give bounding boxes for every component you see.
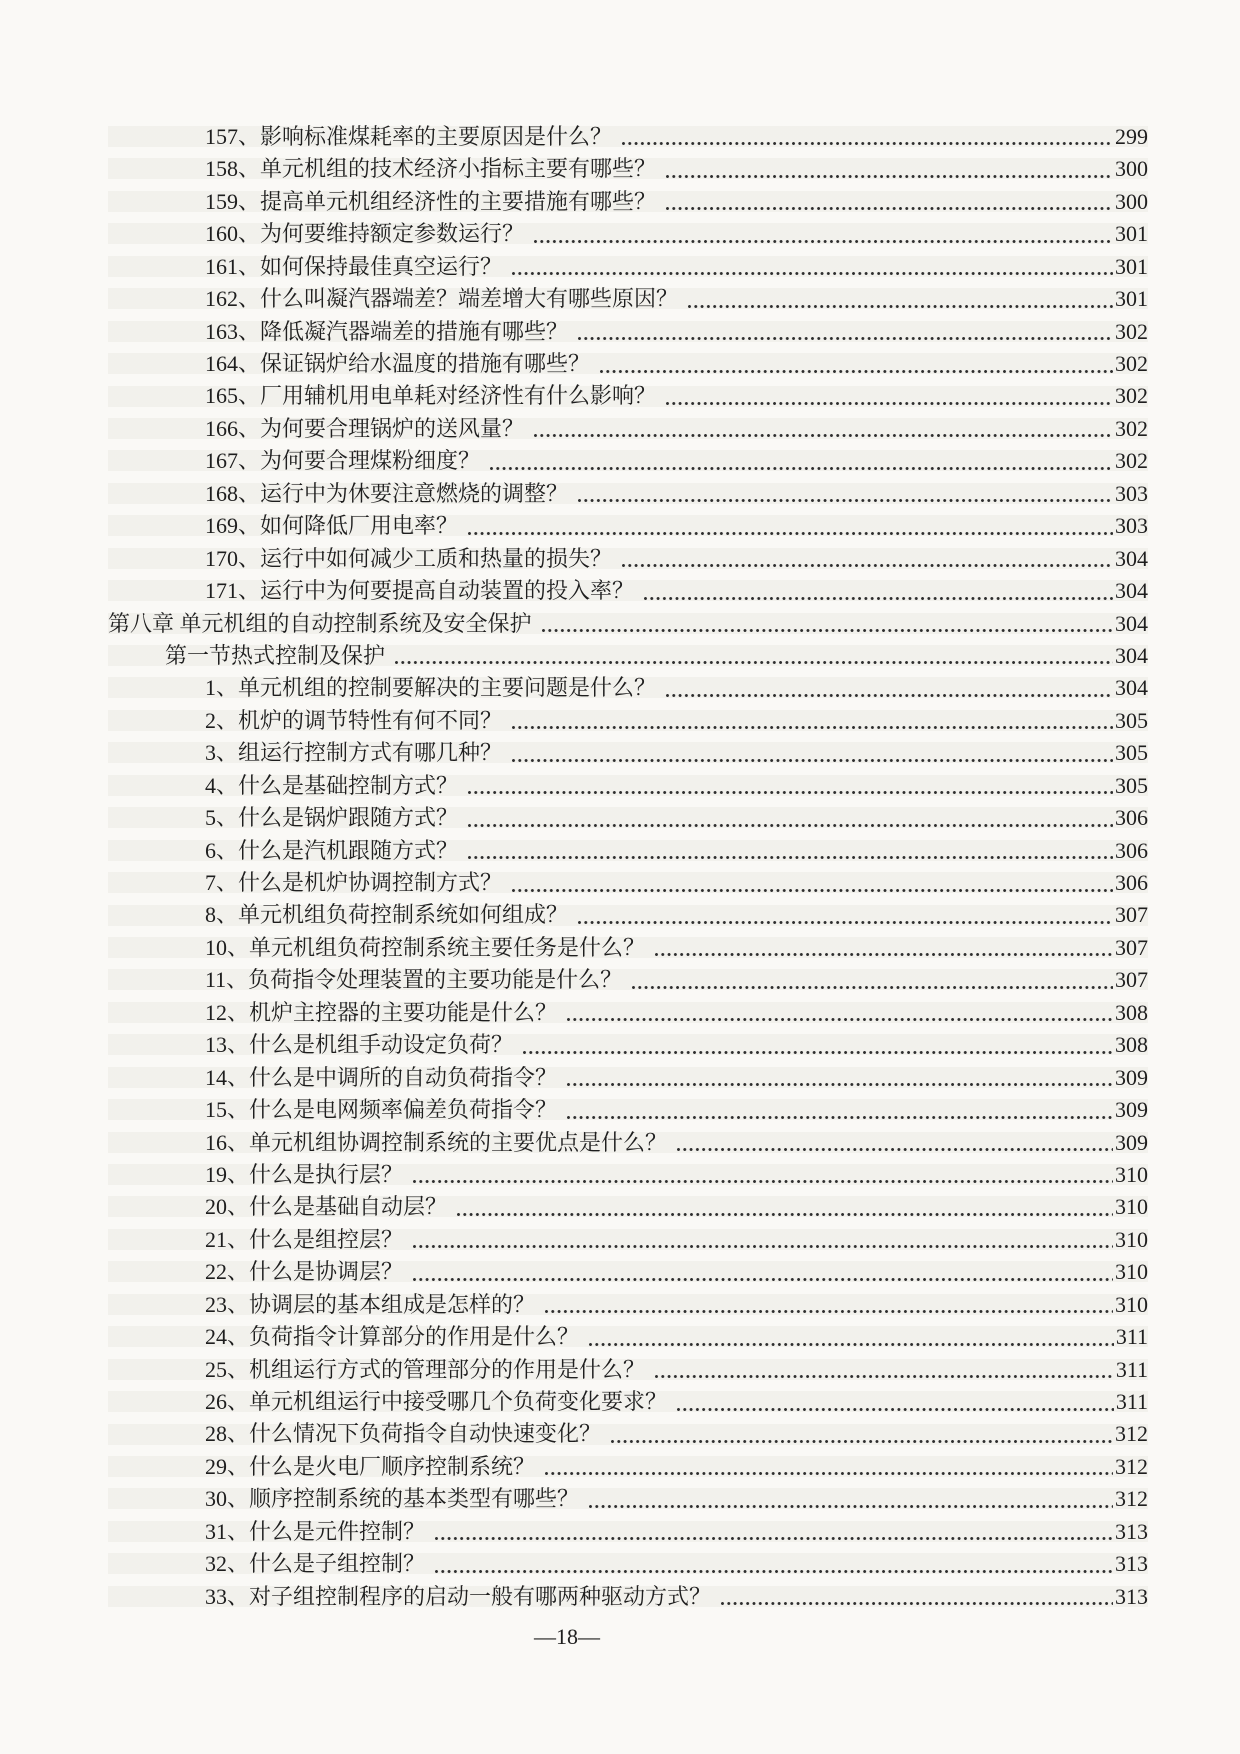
toc-entry-page: 309 — [1115, 1129, 1148, 1155]
toc-entry — [108, 932, 1148, 964]
dot-leader — [677, 1386, 1114, 1418]
toc-entry-text: 159、提高单元机组经济性的主要措施有哪些？ — [205, 188, 657, 214]
dot-leader — [435, 1548, 1113, 1580]
dot-leader — [545, 1289, 1113, 1321]
toc-entry-text: 6、什么是汽机跟随方式？ — [205, 837, 459, 863]
dot-leader — [413, 1159, 1113, 1191]
dot-leader — [567, 1062, 1113, 1094]
toc-entry — [108, 1581, 1148, 1613]
toc-entry-page: 300 — [1115, 188, 1148, 214]
dot-leader — [578, 478, 1113, 510]
toc-list — [108, 121, 1148, 1613]
dot-leader — [567, 1094, 1113, 1126]
toc-entry-text: 157、影响标准煤耗率的主要原因是什么？ — [205, 123, 613, 149]
toc-entry — [108, 186, 1148, 218]
toc-entry-text: 33、对子组控制程序的启动一般有哪两种驱动方式？ — [205, 1583, 712, 1609]
toc-entry-text: 164、保证锅炉给水温度的措施有哪些？ — [205, 351, 591, 377]
toc-entry-text: 20、什么是基础自动层？ — [205, 1194, 448, 1220]
toc-entry-text: 32、什么是子组控制？ — [205, 1551, 426, 1577]
dot-leader — [468, 770, 1113, 802]
toc-entry-page: 308 — [1115, 999, 1148, 1025]
toc-entry-page: 313 — [1115, 1551, 1148, 1577]
toc-entry-text: 21、什么是组控层？ — [205, 1226, 404, 1252]
toc-entry-text: 2、机炉的调节特性有何不同？ — [205, 707, 503, 733]
toc-entry-page: 312 — [1115, 1453, 1148, 1479]
toc-entry — [108, 445, 1148, 477]
dot-leader — [622, 543, 1113, 575]
toc-entry — [108, 705, 1148, 737]
toc-entry-text: 11、负荷指令处理装置的主要功能是什么？ — [205, 967, 623, 993]
toc-entry-text: 16、单元机组协调控制系统的主要优点是什么？ — [205, 1129, 668, 1155]
toc-entry — [108, 1483, 1148, 1515]
toc-entry — [108, 218, 1148, 250]
toc-entry — [108, 1062, 1148, 1094]
toc-entry — [108, 1224, 1148, 1256]
toc-entry-text: 12、机炉主控器的主要功能是什么？ — [205, 999, 558, 1025]
dot-leader — [622, 121, 1113, 153]
toc-entry — [108, 1159, 1148, 1191]
dot-leader — [578, 900, 1113, 932]
toc-entry-page: 303 — [1115, 480, 1148, 506]
dot-leader — [457, 1191, 1113, 1223]
toc-entry — [108, 737, 1148, 769]
toc-entry — [108, 283, 1148, 315]
toc-entry — [108, 1419, 1148, 1451]
toc-entry-page: 302 — [1115, 383, 1148, 409]
toc-entry-text: 162、什么叫凝汽器端差？端差增大有哪些原因？ — [205, 286, 679, 312]
toc-entry — [108, 835, 1148, 867]
dot-leader — [655, 1354, 1114, 1386]
toc-entry-text: 166、为何要合理锅炉的送风量？ — [205, 415, 525, 441]
dot-leader — [542, 608, 1113, 640]
toc-entry-page: 304 — [1115, 642, 1148, 668]
toc-entry-page: 306 — [1115, 870, 1148, 896]
toc-entry-page: 303 — [1115, 513, 1148, 539]
dot-leader — [490, 445, 1113, 477]
dot-leader — [589, 1321, 1114, 1353]
toc-entry-page: 307 — [1115, 902, 1148, 928]
dot-leader — [677, 1127, 1113, 1159]
toc-entry-text: 23、协调层的基本组成是怎样的？ — [205, 1291, 536, 1317]
toc-entry — [108, 770, 1148, 802]
dot-leader — [600, 348, 1113, 380]
toc-entry — [108, 608, 1148, 640]
toc-entry — [108, 1354, 1148, 1386]
toc-entry-page: 305 — [1115, 740, 1148, 766]
toc-entry-text: 25、机组运行方式的管理部分的作用是什么？ — [205, 1356, 646, 1382]
dot-leader — [666, 672, 1113, 704]
toc-entry — [108, 1516, 1148, 1548]
dot-leader — [545, 1451, 1113, 1483]
dot-leader — [688, 283, 1113, 315]
toc-entry-text: 170、运行中如何减少工质和热量的损失？ — [205, 545, 613, 571]
toc-entry — [108, 1256, 1148, 1288]
toc-entry-page: 304 — [1115, 675, 1148, 701]
toc-entry — [108, 867, 1148, 899]
toc-entry — [108, 1289, 1148, 1321]
toc-entry — [108, 1029, 1148, 1061]
dot-leader — [523, 1029, 1113, 1061]
dot-leader — [534, 413, 1113, 445]
toc-entry-page: 310 — [1115, 1226, 1148, 1252]
toc-entry — [108, 1548, 1148, 1580]
toc-entry-text: 158、单元机组的技术经济小指标主要有哪些？ — [205, 156, 657, 182]
toc-entry-page: 310 — [1115, 1194, 1148, 1220]
toc-entry — [108, 1127, 1148, 1159]
page-number: —18— — [534, 1624, 600, 1649]
toc-entry-page: 300 — [1115, 156, 1148, 182]
dot-leader — [512, 251, 1113, 283]
dot-leader — [512, 705, 1113, 737]
toc-entry-page: 310 — [1115, 1291, 1148, 1317]
dot-leader — [413, 1224, 1113, 1256]
toc-entry-page: 310 — [1115, 1161, 1148, 1187]
toc-entry-text: 24、负荷指令计算部分的作用是什么？ — [205, 1324, 580, 1350]
toc-entry — [108, 1191, 1148, 1223]
toc-entry — [108, 413, 1148, 445]
toc-entry-page: 302 — [1115, 448, 1148, 474]
toc-entry-text: 22、什么是协调层？ — [205, 1259, 404, 1285]
toc-entry-text: 29、什么是火电厂顺序控制系统？ — [205, 1453, 536, 1479]
dot-leader — [721, 1581, 1113, 1613]
toc-entry — [108, 121, 1148, 153]
dot-leader — [655, 932, 1113, 964]
toc-entry — [108, 802, 1148, 834]
toc-entry-text: 168、运行中为休要注意燃烧的调整？ — [205, 480, 569, 506]
toc-entry-page: 307 — [1115, 934, 1148, 960]
toc-entry-text: 28、什么情况下负荷指令自动快速变化？ — [205, 1421, 602, 1447]
toc-entry — [108, 153, 1148, 185]
toc-entry — [108, 1321, 1148, 1353]
dot-leader — [512, 867, 1113, 899]
toc-entry-text: 171、运行中为何要提高自动装置的投入率？ — [205, 578, 635, 604]
toc-entry — [108, 672, 1148, 704]
toc-entry-page: 309 — [1115, 1064, 1148, 1090]
toc-entry — [108, 543, 1148, 575]
dot-leader — [666, 153, 1113, 185]
toc-entry-text: 1、单元机组的控制要解决的主要问题是什么？ — [205, 675, 657, 701]
toc-entry-page: 302 — [1115, 415, 1148, 441]
toc-entry-text: 19、什么是执行层？ — [205, 1161, 404, 1187]
toc-entry-text: 165、厂用辅机用电单耗对经济性有什么影响？ — [205, 383, 657, 409]
toc-entry-text: 3、组运行控制方式有哪几种？ — [205, 740, 503, 766]
toc-entry-page: 310 — [1115, 1259, 1148, 1285]
toc-entry-page: 311 — [1115, 1324, 1148, 1350]
toc-entry-page: 302 — [1115, 351, 1148, 377]
toc-entry-text: 167、为何要合理煤粉细度？ — [205, 448, 481, 474]
toc-entry-page: 302 — [1115, 318, 1148, 344]
toc-entry-page: 306 — [1115, 837, 1148, 863]
dot-leader — [578, 316, 1113, 348]
toc-entry-text: 13、什么是机组手动设定负荷？ — [205, 1032, 514, 1058]
toc-entry — [108, 964, 1148, 996]
dot-leader — [589, 1483, 1113, 1515]
toc-entry-text: 161、如何保持最佳真空运行？ — [205, 253, 503, 279]
toc-entry-page: 304 — [1115, 578, 1148, 604]
dot-leader — [468, 510, 1113, 542]
toc-entry-page: 304 — [1115, 545, 1148, 571]
toc-entry-page: 301 — [1115, 286, 1148, 312]
toc-entry-text: 30、顺序控制系统的基本类型有哪些？ — [205, 1486, 580, 1512]
toc-entry-page: 312 — [1115, 1421, 1148, 1447]
toc-entry-text: 8、单元机组负荷控制系统如何组成？ — [205, 902, 569, 928]
dot-leader — [666, 381, 1113, 413]
dot-leader — [435, 1516, 1113, 1548]
toc-entry-text: 4、什么是基础控制方式？ — [205, 772, 459, 798]
toc-entry-text: 10、单元机组负荷控制系统主要任务是什么？ — [205, 934, 646, 960]
toc-entry-page: 313 — [1115, 1518, 1148, 1544]
toc-entry-text: 15、什么是电网频率偏差负荷指令？ — [205, 1097, 558, 1123]
dot-leader — [468, 835, 1113, 867]
toc-entry — [108, 900, 1148, 932]
toc-entry-text: 5、什么是锅炉跟随方式？ — [205, 805, 459, 831]
dot-leader — [567, 997, 1113, 1029]
toc-entry-page: 313 — [1115, 1583, 1148, 1609]
toc-entry-page: 308 — [1115, 1032, 1148, 1058]
toc-entry-page: 311 — [1115, 1356, 1148, 1382]
toc-entry-text: 14、什么是中调所的自动负荷指令？ — [205, 1064, 558, 1090]
dot-leader — [611, 1419, 1113, 1451]
toc-entry — [108, 640, 1148, 672]
toc-entry-page: 305 — [1115, 772, 1148, 798]
toc-entry-page: 305 — [1115, 707, 1148, 733]
toc-entry — [108, 1094, 1148, 1126]
dot-leader — [666, 186, 1113, 218]
toc-entry-page: 307 — [1115, 967, 1148, 993]
toc-entry-page: 301 — [1115, 253, 1148, 279]
toc-entry-page: 304 — [1115, 610, 1148, 636]
toc-entry — [108, 510, 1148, 542]
dot-leader — [534, 218, 1113, 250]
toc-entry — [108, 316, 1148, 348]
toc-entry-page: 312 — [1115, 1486, 1148, 1512]
dot-leader — [468, 802, 1113, 834]
toc-entry-text: 31、什么是元件控制？ — [205, 1518, 426, 1544]
toc-entry — [108, 251, 1148, 283]
toc-entry — [108, 348, 1148, 380]
toc-entry-text: 160、为何要维持额定参数运行？ — [205, 221, 525, 247]
toc-entry-page: 311 — [1115, 1389, 1148, 1415]
toc-entry-page: 301 — [1115, 221, 1148, 247]
toc-entry — [108, 478, 1148, 510]
dot-leader — [512, 737, 1113, 769]
toc-entry-text: 26、单元机组运行中接受哪几个负荷变化要求？ — [205, 1389, 668, 1415]
dot-leader — [644, 575, 1113, 607]
toc-entry-text: 169、如何降低厂用电率？ — [205, 513, 459, 539]
toc-entry-text: 第一节热式控制及保护 — [165, 642, 386, 668]
toc-entry — [108, 381, 1148, 413]
toc-entry — [108, 1451, 1148, 1483]
toc-entry — [108, 1386, 1148, 1418]
toc-entry — [108, 997, 1148, 1029]
toc-entry — [108, 575, 1148, 607]
dot-leader — [395, 640, 1113, 672]
toc-entry-text: 163、降低凝汽器端差的措施有哪些？ — [205, 318, 569, 344]
toc-entry-page: 309 — [1115, 1097, 1148, 1123]
toc-entry-page: 299 — [1115, 123, 1148, 149]
dot-leader — [632, 964, 1113, 996]
dot-leader — [413, 1256, 1113, 1288]
toc-entry-text: 第八章 单元机组的自动控制系统及安全保护 — [108, 610, 532, 636]
toc-entry-page: 306 — [1115, 805, 1148, 831]
toc-entry-text: 7、什么是机炉协调控制方式？ — [205, 870, 503, 896]
